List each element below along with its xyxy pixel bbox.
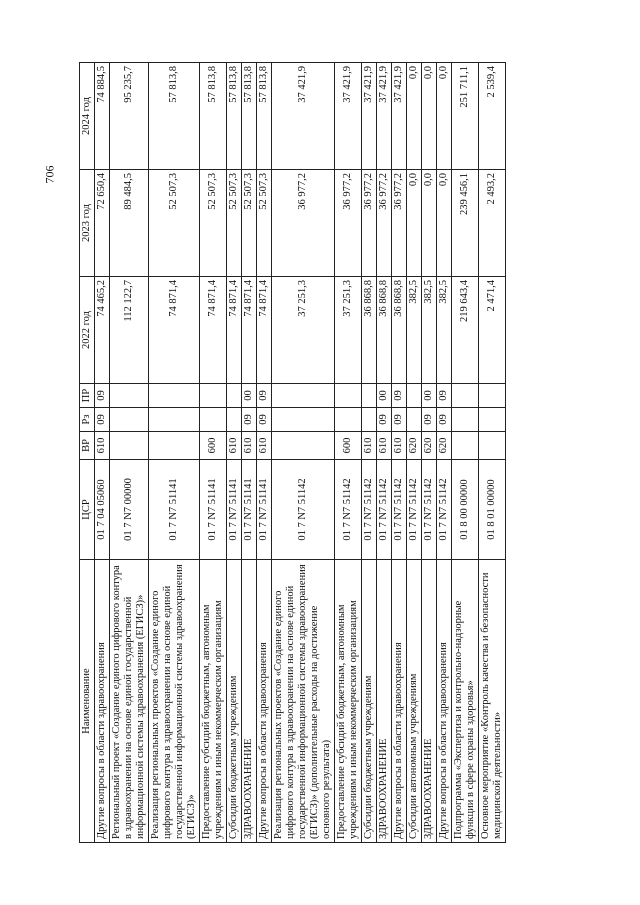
cell-vr bbox=[110, 432, 149, 460]
cell-rz: 09 bbox=[257, 408, 272, 432]
cell-2022: 74 871,4 bbox=[257, 277, 272, 384]
cell-pr bbox=[272, 384, 335, 408]
cell-2024: 57 813,8 bbox=[242, 63, 257, 170]
table-row bbox=[407, 63, 422, 843]
cell-2024: 37 421,9 bbox=[335, 63, 362, 170]
cell-rz bbox=[362, 408, 377, 432]
cell-csr: 01 7 N7 51142 bbox=[335, 460, 362, 560]
cell-rz bbox=[272, 408, 335, 432]
cell-vr: 600 bbox=[335, 432, 362, 460]
cell-vr: 620 bbox=[437, 432, 452, 460]
table-header-row bbox=[80, 63, 95, 843]
cell-pr: 09 bbox=[257, 384, 272, 408]
cell-vr bbox=[149, 432, 200, 460]
cell-vr: 620 bbox=[422, 432, 437, 460]
cell-name: Другие вопросы в области здравоохранения bbox=[257, 560, 272, 843]
table-row bbox=[437, 63, 452, 843]
cell-pr bbox=[227, 384, 242, 408]
cell-rz: 09 bbox=[95, 408, 110, 432]
cell-pr bbox=[335, 384, 362, 408]
cell-2024: 57 813,8 bbox=[200, 63, 227, 170]
cell-rz: 09 bbox=[392, 408, 407, 432]
cell-2023: 52 507,3 bbox=[227, 170, 242, 277]
cell-csr: 01 7 N7 51141 bbox=[149, 460, 200, 560]
cell-rz: 09 bbox=[437, 408, 452, 432]
cell-pr: 09 bbox=[95, 384, 110, 408]
cell-2023: 36 977,2 bbox=[272, 170, 335, 277]
cell-2024: 57 813,8 bbox=[227, 63, 242, 170]
cell-2024: 37 421,9 bbox=[362, 63, 377, 170]
cell-2024: 37 421,9 bbox=[392, 63, 407, 170]
cell-csr: 01 7 04 05060 bbox=[95, 460, 110, 560]
cell-2024: 2 539,4 bbox=[479, 63, 506, 170]
cell-csr: 01 7 N7 51141 bbox=[242, 460, 257, 560]
cell-2023: 239 456,1 bbox=[452, 170, 479, 277]
header-2023: 2023 год bbox=[80, 170, 95, 277]
cell-rz bbox=[479, 408, 506, 432]
header-rz: Рз bbox=[80, 408, 95, 432]
budget-table bbox=[79, 62, 506, 843]
cell-pr: 00 bbox=[422, 384, 437, 408]
cell-csr: 01 7 N7 51142 bbox=[362, 460, 377, 560]
cell-2023: 52 507,3 bbox=[200, 170, 227, 277]
cell-2023: 89 484,5 bbox=[110, 170, 149, 277]
cell-2022: 37 251,3 bbox=[272, 277, 335, 384]
cell-2024: 0,0 bbox=[407, 63, 422, 170]
cell-name: Субсидии автономным учреждениям bbox=[407, 560, 422, 843]
table-body bbox=[95, 63, 506, 843]
cell-name: ЗДРАВООХРАНЕНИЕ bbox=[242, 560, 257, 843]
cell-name: Субсидии бюджетным учреждениям bbox=[362, 560, 377, 843]
cell-csr: 01 7 N7 51141 bbox=[200, 460, 227, 560]
table-row bbox=[452, 63, 479, 843]
cell-2024: 57 813,8 bbox=[257, 63, 272, 170]
cell-vr bbox=[272, 432, 335, 460]
cell-2022: 74 871,4 bbox=[242, 277, 257, 384]
cell-2023: 36 977,2 bbox=[362, 170, 377, 277]
cell-name: Другие вопросы в области здравоохранения bbox=[95, 560, 110, 843]
cell-pr bbox=[479, 384, 506, 408]
cell-2022: 74 871,4 bbox=[227, 277, 242, 384]
cell-csr: 01 7 N7 51142 bbox=[407, 460, 422, 560]
cell-name: Другие вопросы в области здравоохранения bbox=[437, 560, 452, 843]
table-row bbox=[257, 63, 272, 843]
table-row bbox=[479, 63, 506, 843]
cell-pr bbox=[200, 384, 227, 408]
cell-rz bbox=[227, 408, 242, 432]
cell-2022: 74 871,4 bbox=[200, 277, 227, 384]
cell-2024: 251 711,1 bbox=[452, 63, 479, 170]
cell-2023: 52 507,3 bbox=[242, 170, 257, 277]
table-row bbox=[422, 63, 437, 843]
page-number: 706 bbox=[42, 165, 57, 184]
cell-pr: 00 bbox=[242, 384, 257, 408]
cell-vr: 610 bbox=[362, 432, 377, 460]
cell-2022: 112 122,7 bbox=[110, 277, 149, 384]
cell-2023: 36 977,2 bbox=[377, 170, 392, 277]
cell-2023: 36 977,2 bbox=[335, 170, 362, 277]
cell-rz: 09 bbox=[242, 408, 257, 432]
cell-2022: 36 868,8 bbox=[362, 277, 377, 384]
cell-name: Субсидии бюджетным учреждениям bbox=[227, 560, 242, 843]
cell-name: Подпрограмма «Экспертиза и контрольно-надзорные функции в сфере охраны здоровья» bbox=[452, 560, 479, 843]
cell-2022: 382,5 bbox=[422, 277, 437, 384]
cell-name: ЗДРАВООХРАНЕНИЕ bbox=[422, 560, 437, 843]
cell-vr: 620 bbox=[407, 432, 422, 460]
table-row bbox=[377, 63, 392, 843]
cell-2022: 382,5 bbox=[437, 277, 452, 384]
cell-2024: 0,0 bbox=[437, 63, 452, 170]
cell-2022: 37 251,3 bbox=[335, 277, 362, 384]
cell-2024: 95 235,7 bbox=[110, 63, 149, 170]
cell-pr bbox=[110, 384, 149, 408]
cell-2024: 74 884,5 bbox=[95, 63, 110, 170]
cell-rz bbox=[407, 408, 422, 432]
cell-name: Реализация региональных проектов «Создание единого цифрового контура в здравоохранении на основе единой государственной информационной системы здравоохранения (ЕГИСЗ)» bbox=[149, 560, 200, 843]
cell-2023: 36 977,2 bbox=[392, 170, 407, 277]
cell-rz: 09 bbox=[422, 408, 437, 432]
cell-2024: 57 813,8 bbox=[149, 63, 200, 170]
cell-pr bbox=[362, 384, 377, 408]
cell-vr: 610 bbox=[257, 432, 272, 460]
cell-csr: 01 8 00 00000 bbox=[452, 460, 479, 560]
cell-vr: 610 bbox=[242, 432, 257, 460]
cell-csr: 01 7 N7 51142 bbox=[272, 460, 335, 560]
table-row bbox=[95, 63, 110, 843]
cell-2022: 2 471,4 bbox=[479, 277, 506, 384]
cell-csr: 01 8 01 00000 bbox=[479, 460, 506, 560]
cell-name: Реализация региональных проектов «Создание единого цифрового контура в здравоохранении на основе единой государственной информационной системы здравоохранения (ЕГИСЗ)» (дополнительные расходы на достижение основного результата) bbox=[272, 560, 335, 843]
table-row bbox=[110, 63, 149, 843]
cell-pr: 09 bbox=[437, 384, 452, 408]
cell-2022: 36 868,8 bbox=[377, 277, 392, 384]
cell-csr: 01 7 N7 51141 bbox=[257, 460, 272, 560]
cell-csr: 01 7 N7 51142 bbox=[437, 460, 452, 560]
cell-2024: 37 421,9 bbox=[377, 63, 392, 170]
cell-rz bbox=[110, 408, 149, 432]
header-pr: ПР bbox=[80, 384, 95, 408]
cell-pr bbox=[149, 384, 200, 408]
cell-rz: 09 bbox=[377, 408, 392, 432]
cell-2024: 37 421,9 bbox=[272, 63, 335, 170]
cell-name: ЗДРАВООХРАНЕНИЕ bbox=[377, 560, 392, 843]
table-row bbox=[200, 63, 227, 843]
cell-2024: 0,0 bbox=[422, 63, 437, 170]
cell-csr: 01 7 N7 51142 bbox=[377, 460, 392, 560]
cell-2022: 219 643,4 bbox=[452, 277, 479, 384]
header-vr: ВР bbox=[80, 432, 95, 460]
cell-csr: 01 7 N7 51142 bbox=[422, 460, 437, 560]
cell-rz bbox=[452, 408, 479, 432]
header-2024: 2024 год bbox=[80, 63, 95, 170]
table-row bbox=[272, 63, 335, 843]
cell-csr: 01 7 N7 51142 bbox=[392, 460, 407, 560]
cell-2022: 74 465,2 bbox=[95, 277, 110, 384]
cell-2022: 36 868,8 bbox=[392, 277, 407, 384]
cell-name: Предоставление субсидий бюджетным, автономным учреждениям и иным некоммерческим организациям bbox=[335, 560, 362, 843]
cell-2022: 382,5 bbox=[407, 277, 422, 384]
cell-2023: 0,0 bbox=[437, 170, 452, 277]
cell-vr: 600 bbox=[200, 432, 227, 460]
cell-vr: 610 bbox=[392, 432, 407, 460]
cell-name: Предоставление субсидий бюджетным, автономным учреждениям и иным некоммерческим организациям bbox=[200, 560, 227, 843]
cell-pr bbox=[452, 384, 479, 408]
header-csr: ЦСР bbox=[80, 460, 95, 560]
table-row bbox=[362, 63, 377, 843]
cell-csr: 01 7 N7 51141 bbox=[227, 460, 242, 560]
cell-rz bbox=[149, 408, 200, 432]
cell-pr bbox=[407, 384, 422, 408]
rotated-table-wrapper bbox=[79, 63, 559, 843]
cell-vr: 610 bbox=[377, 432, 392, 460]
cell-2023: 52 507,3 bbox=[149, 170, 200, 277]
cell-name: Основное мероприятие «Контроль качества и безопасности медицинской деятельности» bbox=[479, 560, 506, 843]
cell-2023: 52 507,3 bbox=[257, 170, 272, 277]
table-row bbox=[242, 63, 257, 843]
cell-vr: 610 bbox=[227, 432, 242, 460]
cell-vr bbox=[452, 432, 479, 460]
cell-rz bbox=[200, 408, 227, 432]
cell-2022: 74 871,4 bbox=[149, 277, 200, 384]
table-row bbox=[149, 63, 200, 843]
cell-name: Региональный проект «Создание единого цифрового контура в здравоохранении на основе единой государственной информационной системы здравоохранения (ЕГИСЗ)» bbox=[110, 560, 149, 843]
cell-pr: 00 bbox=[377, 384, 392, 408]
cell-rz bbox=[335, 408, 362, 432]
cell-csr: 01 7 N7 00000 bbox=[110, 460, 149, 560]
cell-pr: 09 bbox=[392, 384, 407, 408]
cell-vr bbox=[479, 432, 506, 460]
table-row bbox=[392, 63, 407, 843]
header-name: Наименование bbox=[80, 560, 95, 843]
cell-name: Другие вопросы в области здравоохранения bbox=[392, 560, 407, 843]
cell-2023: 2 493,2 bbox=[479, 170, 506, 277]
header-2022: 2022 год bbox=[80, 277, 95, 384]
cell-2023: 0,0 bbox=[407, 170, 422, 277]
table-row bbox=[335, 63, 362, 843]
table-row bbox=[227, 63, 242, 843]
cell-2023: 72 650,4 bbox=[95, 170, 110, 277]
cell-vr: 610 bbox=[95, 432, 110, 460]
cell-2023: 0,0 bbox=[422, 170, 437, 277]
